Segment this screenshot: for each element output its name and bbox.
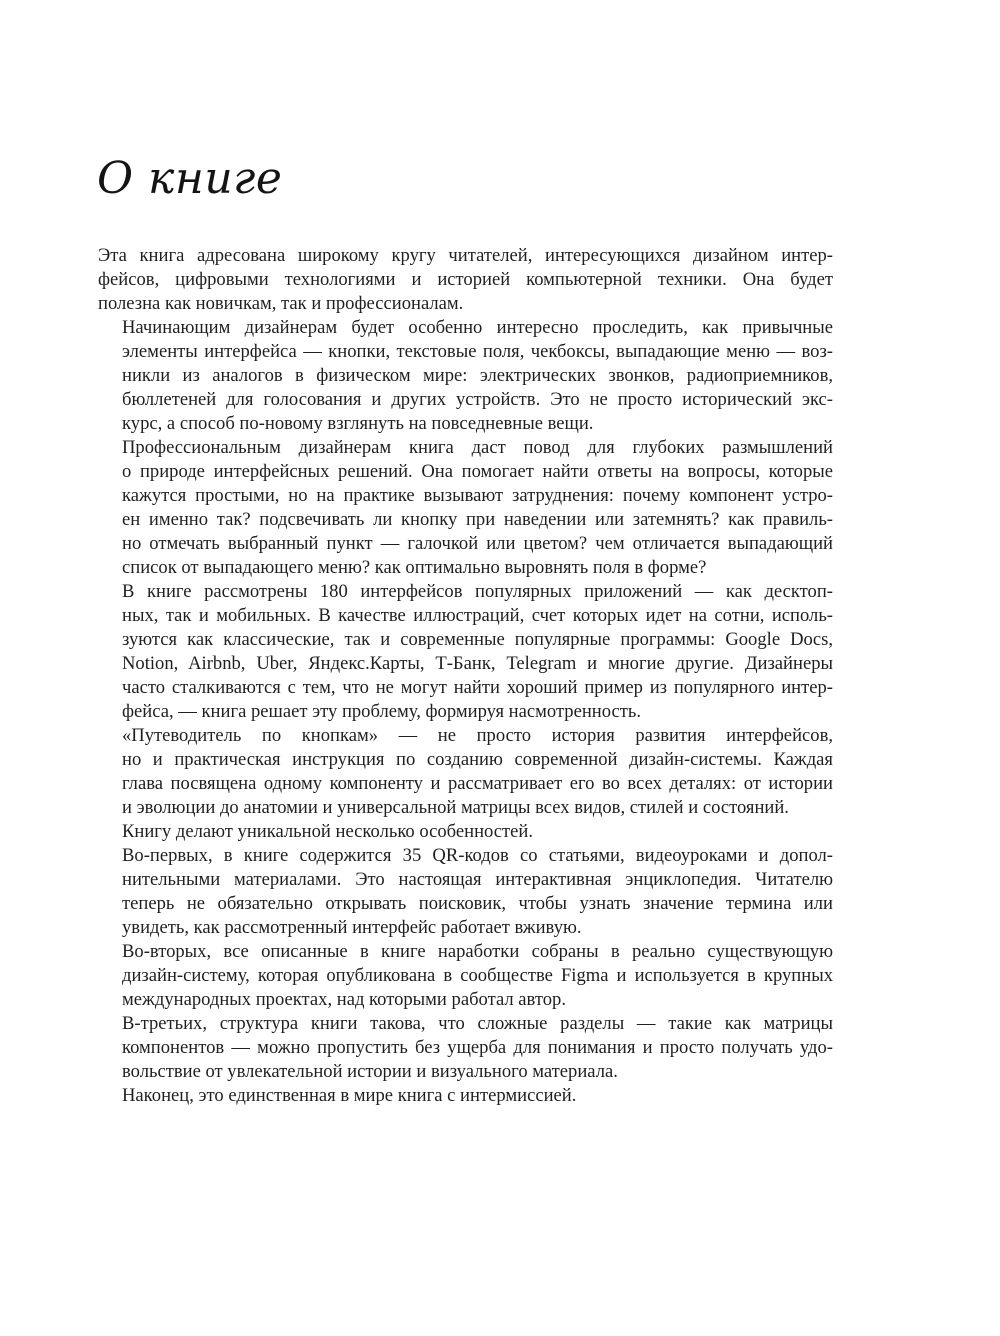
text-line: ных, так и мобильных. В качестве иллюстраций, счет которых идет на сотни, исполь- bbox=[122, 605, 833, 626]
text-line: «Путеводитель по кнопкам» — не просто история развития интерфейсов, bbox=[122, 725, 833, 746]
paragraph-8 bbox=[98, 940, 833, 1012]
text-line: но и практическая инструкция по созданию современной дизайн-системы. Каждая bbox=[122, 749, 833, 770]
text-line: кажутся простыми, но на практике вызывают затруднения: почему компонент устро- bbox=[122, 485, 833, 506]
text-line: Книгу делают уникальной несколько особенностей. bbox=[122, 821, 534, 842]
text-line: вольствие от увлекательной истории и визуального материала. bbox=[122, 1061, 618, 1082]
text-line: компонентов — можно пропустить без ущерба для понимания и просто получать удо- bbox=[122, 1037, 833, 1058]
paragraph-9 bbox=[98, 1012, 833, 1084]
text-line: В книге рассмотрены 180 интерфейсов популярных приложений — как десктоп- bbox=[122, 581, 833, 602]
text-line: дизайн-систему, которая опубликована в сообществе Figma и используется в крупных bbox=[122, 965, 833, 986]
paragraph-5 bbox=[98, 724, 833, 820]
text-line: глава посвящена одному компоненту и рассматривает его во всех деталях: от истории bbox=[122, 773, 833, 794]
body-text bbox=[98, 244, 833, 1108]
text-line: Начинающим дизайнерам будет особенно интересно проследить, как привычные bbox=[122, 317, 833, 338]
text-line: нительными материалами. Это настоящая интерактивная энциклопедия. Читателю bbox=[122, 869, 833, 890]
text-line: элементы интерфейса — кнопки, текстовые поля, чекбоксы, выпадающие меню — воз- bbox=[122, 341, 833, 362]
text-line: полезна как новичкам, так и профессионалам. bbox=[98, 293, 464, 314]
text-line: увидеть, как рассмотренный интерфейс работает вживую. bbox=[122, 917, 582, 938]
text-line: Во-вторых, все описанные в книге наработки собраны в реально существующую bbox=[122, 941, 833, 962]
text-line: список от выпадающего меню? как оптимально выровнять поля в форме? bbox=[122, 557, 707, 578]
text-line: курс, а способ по-новому взглянуть на повседневные вещи. bbox=[122, 413, 594, 434]
text-line: теперь не обязательно открывать поисковик, чтобы узнать значение термина или bbox=[122, 893, 833, 914]
text-line: и эволюции до анатомии и универсальной матрицы всех видов, стилей и состояний. bbox=[122, 797, 789, 818]
text-line: фейса, — книга решает эту проблему, формируя насмотренность. bbox=[122, 701, 642, 722]
text-line: международных проектах, над которыми работал автор. bbox=[122, 989, 566, 1010]
paragraph-4 bbox=[98, 580, 833, 724]
text-line: никли из аналогов в физическом мире: электрических звонков, радиоприемников, bbox=[122, 365, 833, 386]
page-title: О книге bbox=[97, 153, 283, 204]
text-line: Во-первых, в книге содержится 35 QR-кодов со статьями, видеоуроками и допол- bbox=[122, 845, 833, 866]
paragraph-6 bbox=[98, 820, 833, 844]
text-line: Notion, Airbnb, Uber, Яндекс.Карты, Т-Банк, Telegram и многие другие. Дизайнеры bbox=[122, 653, 833, 674]
text-line: о природе интерфейсных решений. Она помогает найти ответы на вопросы, которые bbox=[122, 461, 833, 482]
paragraph-10 bbox=[98, 1084, 833, 1108]
paragraph-7 bbox=[98, 844, 833, 940]
text-line: Наконец, это единственная в мире книга с интермиссией. bbox=[122, 1085, 577, 1106]
text-line: часто сталкиваются с тем, что не могут найти хороший пример из популярного интер- bbox=[122, 677, 833, 698]
paragraph-1 bbox=[98, 244, 833, 316]
text-line: Профессиональным дизайнерам книга даст повод для глубоких размышлений bbox=[122, 437, 833, 458]
text-line: В-третьих, структура книги такова, что сложные разделы — такие как матрицы bbox=[122, 1013, 833, 1034]
paragraph-3 bbox=[98, 436, 833, 580]
text-line: Эта книга адресована широкому кругу читателей, интересующихся дизайном интер- bbox=[98, 245, 833, 266]
text-line: зуются как классические, так и современные популярные программы: Google Docs, bbox=[122, 629, 833, 650]
text-line: фейсов, цифровыми технологиями и историей компьютерной техники. Она будет bbox=[98, 269, 833, 290]
text-line: ен именно так? подсвечивать ли кнопку при наведении или затемнять? как правиль- bbox=[122, 509, 833, 530]
text-line: но отмечать выбранный пункт — галочкой или цветом? чем отличается выпадающий bbox=[122, 533, 833, 554]
text-line: бюллетеней для голосования и других устройств. Это не просто исторический экс- bbox=[122, 389, 833, 410]
paragraph-2 bbox=[98, 316, 833, 436]
